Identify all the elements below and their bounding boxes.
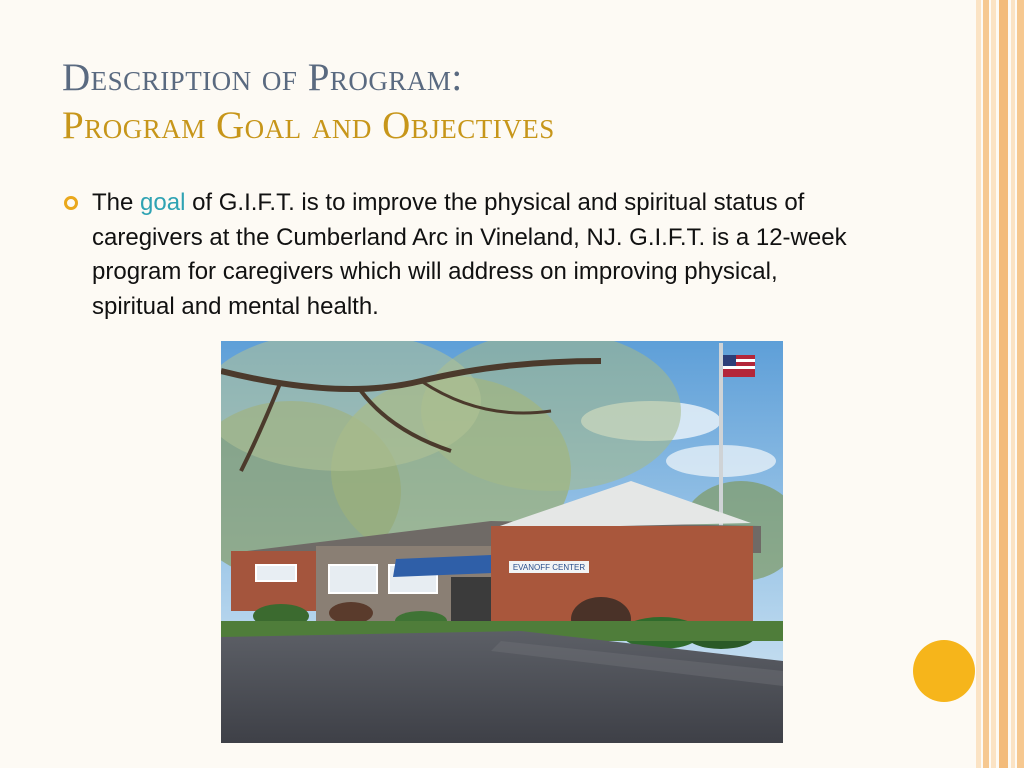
title-line-1: Description of Program: (62, 56, 463, 99)
bullet-text (92, 186, 862, 324)
bullet-lead: The (92, 189, 141, 216)
building-sign: EVANOFF CENTER (512, 563, 586, 572)
goal-highlight: goal (140, 189, 186, 216)
slide-title (62, 54, 942, 150)
bullet-rest: of G.I.F.T. is to improve the physical and spiritual status of caregivers at the Cumberland Arc in Vineland, NJ. G.I.F.T. is a 12-week program for caregivers which will address on improving physical, spiritual and mental health. (92, 189, 847, 320)
bullet-item (62, 186, 862, 324)
title-line-2: Program Goal and Objectives (62, 104, 555, 147)
decorative-stripes (976, 0, 1024, 768)
bullet-circle-icon (64, 196, 78, 210)
building-photo (221, 341, 783, 743)
decorative-circle (913, 640, 975, 702)
